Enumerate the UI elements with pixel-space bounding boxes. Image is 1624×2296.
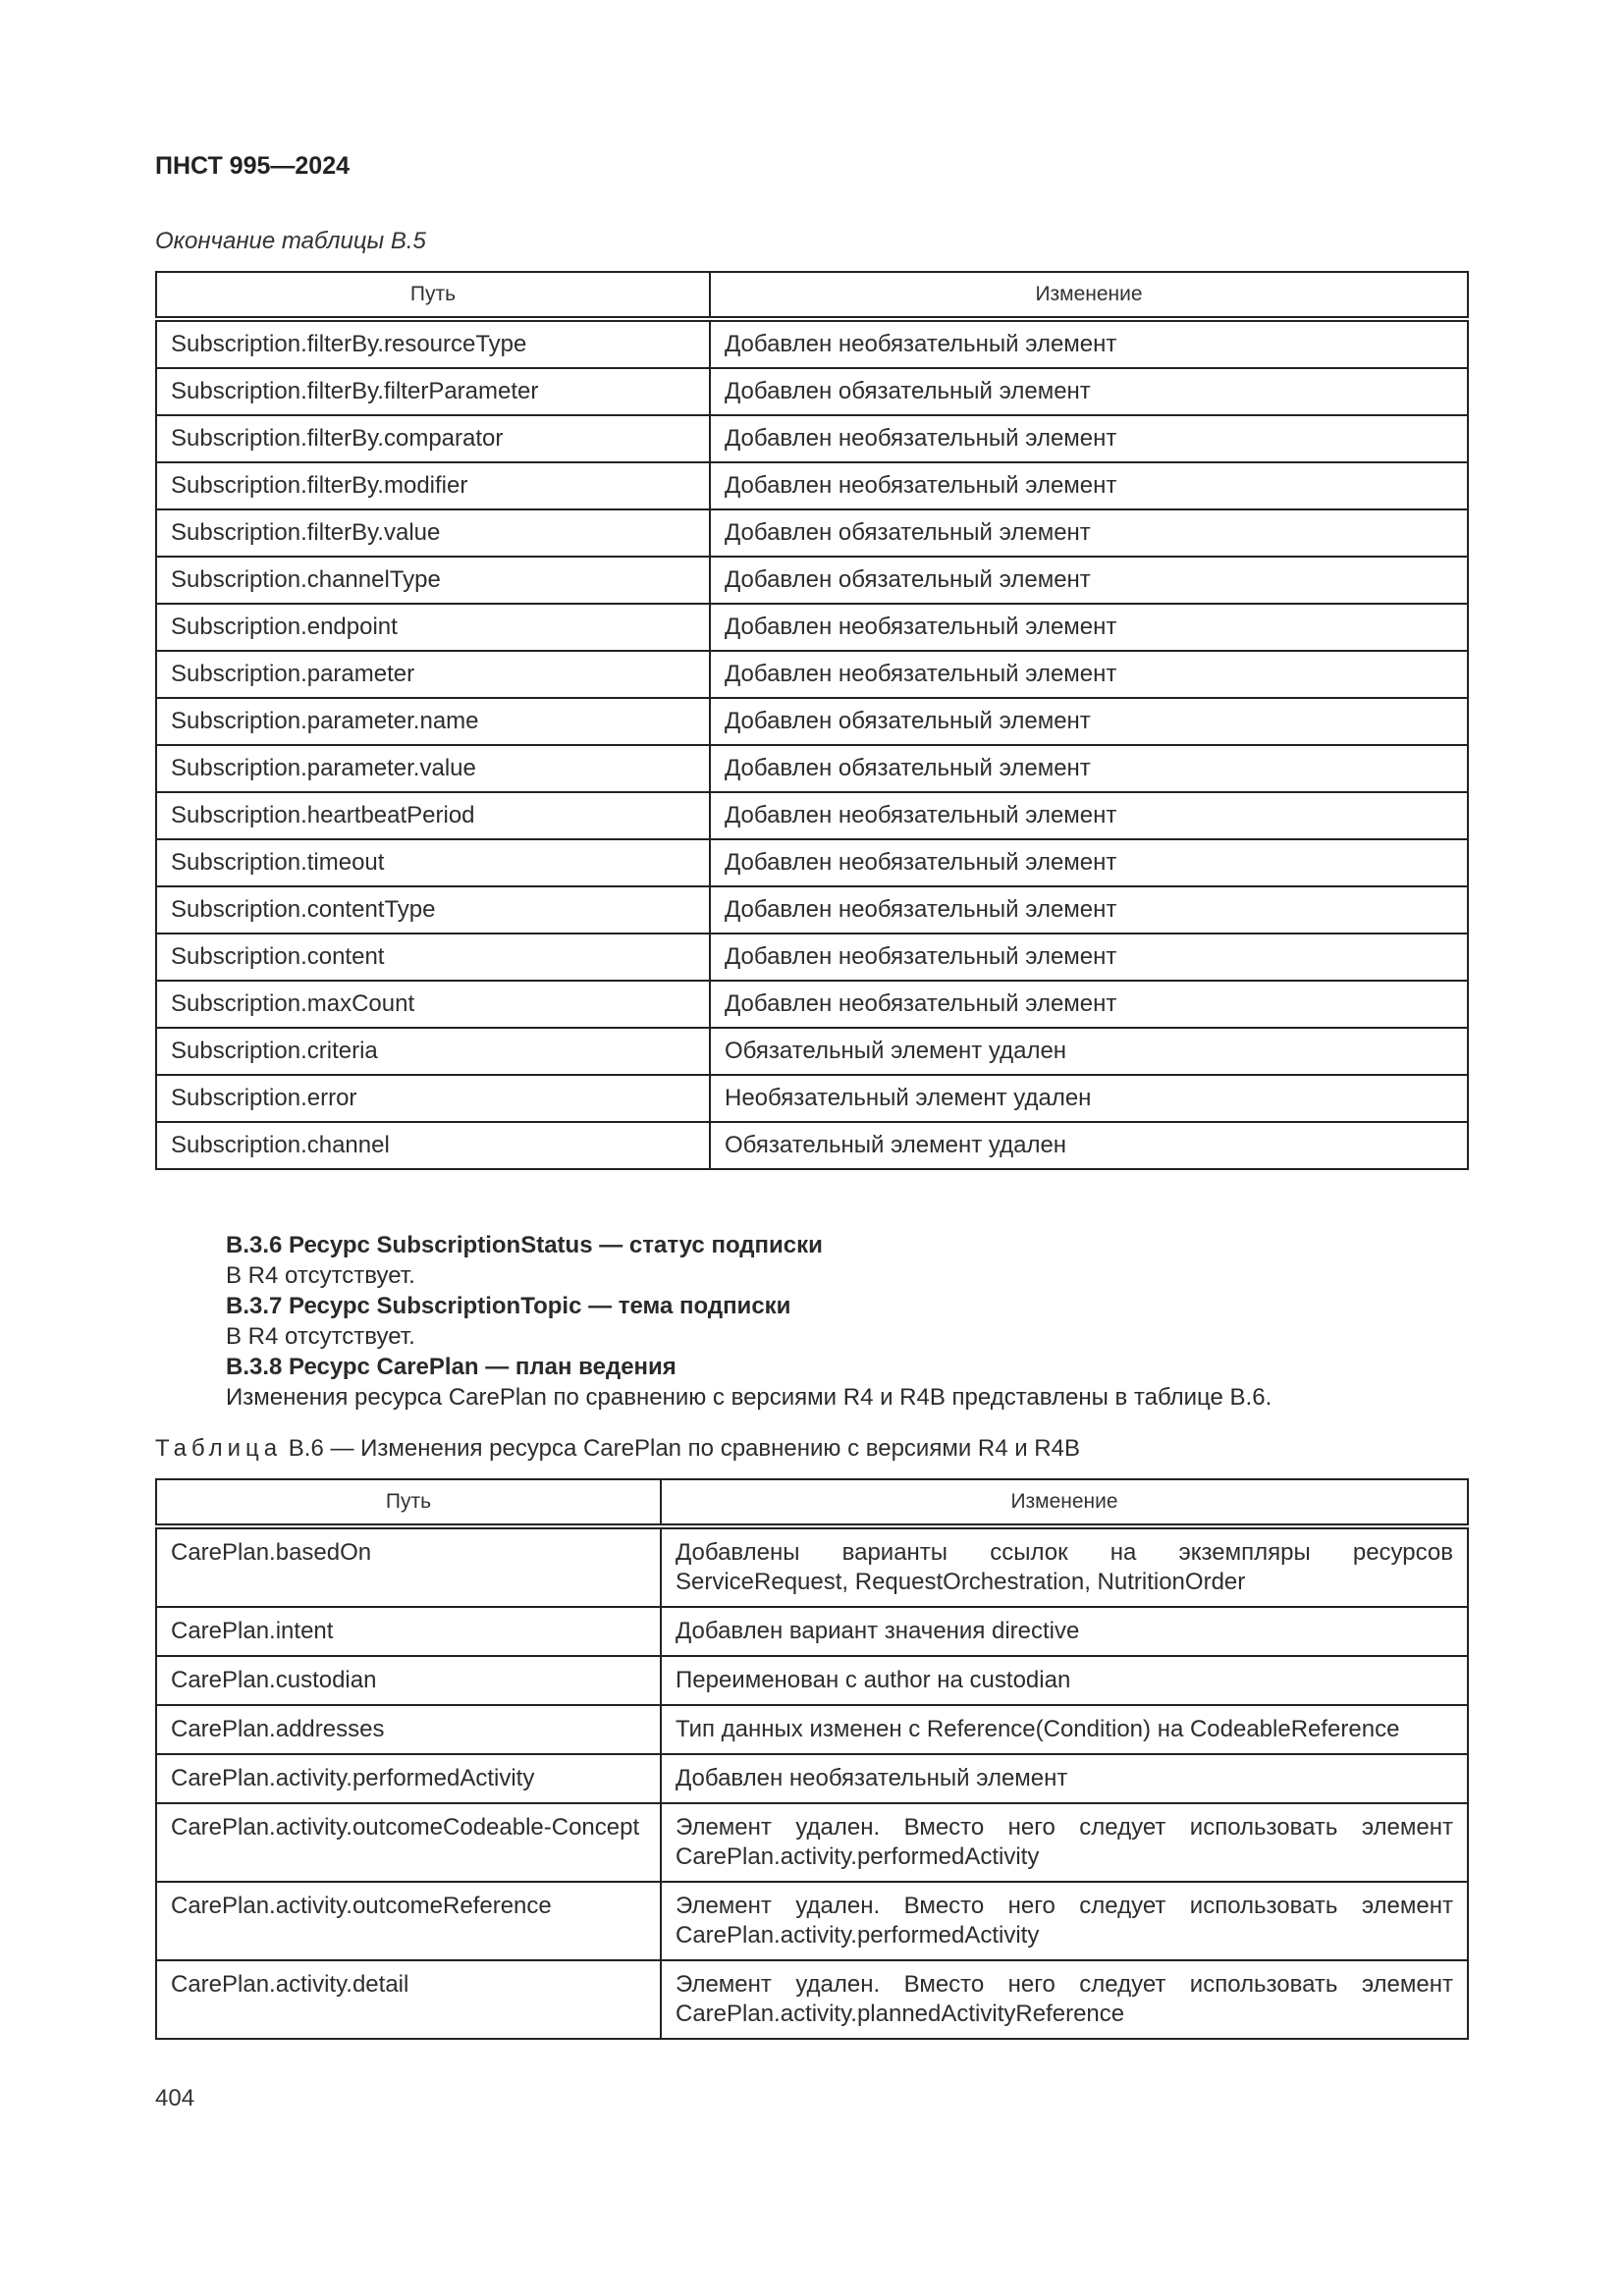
table-header-row [156, 272, 1468, 319]
path-cell: CarePlan.activity.outcomeCodeable-Concept [156, 1803, 661, 1882]
column-header-change: Изменение [710, 272, 1468, 319]
change-cell: Тип данных изменен с Reference(Condition) на CodeableReference [661, 1705, 1468, 1754]
table-row [156, 509, 1468, 557]
path-cell: Subscription.filterBy.modifier [156, 462, 710, 509]
path-cell: Subscription.filterBy.filterParameter [156, 368, 710, 415]
page-number: 404 [155, 2085, 195, 2111]
table-row [156, 368, 1468, 415]
change-cell: Добавлен вариант значения directive [661, 1607, 1468, 1656]
table-row [156, 1526, 1468, 1607]
change-cell: Добавлен обязательный элемент [710, 745, 1468, 792]
path-cell: CarePlan.basedOn [156, 1526, 661, 1607]
table-continuation-caption: Окончание таблицы В.5 [155, 228, 426, 254]
table-row [156, 886, 1468, 934]
table-row [156, 934, 1468, 981]
change-cell: Обязательный элемент удален [710, 1028, 1468, 1075]
change-cell: Добавлен необязательный элемент [710, 651, 1468, 698]
change-cell: Добавлен необязательный элемент [710, 981, 1468, 1028]
section-text: Изменения ресурса CarePlan по сравнению с версиями R4 и R4B представлены в таблице В.6. [226, 1384, 1272, 1411]
table-row [156, 557, 1468, 604]
table-row [156, 839, 1468, 886]
table-row [156, 1075, 1468, 1122]
change-cell: Добавлен необязательный элемент [710, 934, 1468, 981]
document-code: ПНСТ 995—2024 [155, 152, 350, 180]
path-cell: Subscription.filterBy.value [156, 509, 710, 557]
path-cell: CarePlan.activity.outcomeReference [156, 1882, 661, 1960]
change-cell: Элемент удален. Вместо него следует использовать элемент CarePlan.activity.performedActivity [661, 1882, 1468, 1960]
table-header-row [156, 1479, 1468, 1526]
path-cell: Subscription.heartbeatPeriod [156, 792, 710, 839]
path-cell: Subscription.criteria [156, 1028, 710, 1075]
column-header-change: Изменение [661, 1479, 1468, 1526]
change-cell: Элемент удален. Вместо него следует использовать элемент CarePlan.activity.performedActivity [661, 1803, 1468, 1882]
change-cell: Элемент удален. Вместо него следует использовать элемент CarePlan.activity.plannedActivityReference [661, 1960, 1468, 2039]
change-cell: Добавлен необязательный элемент [710, 319, 1468, 368]
table-row [156, 792, 1468, 839]
change-cell: Необязательный элемент удален [710, 1075, 1468, 1122]
change-cell: Добавлен обязательный элемент [710, 698, 1468, 745]
table-row [156, 1754, 1468, 1803]
table-row [156, 1122, 1468, 1169]
table-row [156, 1882, 1468, 1960]
table-row [156, 1028, 1468, 1075]
table-row [156, 415, 1468, 462]
table-row [156, 462, 1468, 509]
section-heading: B.3.6 Ресурс SubscriptionStatus — статус подписки [226, 1232, 823, 1258]
section-b36 [226, 1230, 1272, 1413]
table-row [156, 1803, 1468, 1882]
change-cell: Добавлен обязательный элемент [710, 557, 1468, 604]
change-cell: Добавлен обязательный элемент [710, 509, 1468, 557]
path-cell: Subscription.endpoint [156, 604, 710, 651]
table-row [156, 698, 1468, 745]
change-cell: Добавлен необязательный элемент [710, 462, 1468, 509]
section-heading: B.3.7 Ресурс SubscriptionTopic — тема подписки [226, 1293, 791, 1319]
path-cell: Subscription.channelType [156, 557, 710, 604]
change-cell: Добавлен обязательный элемент [710, 368, 1468, 415]
table-caption-text: В.6 — Изменения ресурса CarePlan по сравнению с версиями R4 и R4B [288, 1435, 1080, 1462]
path-cell: CarePlan.intent [156, 1607, 661, 1656]
table-row [156, 1607, 1468, 1656]
table-row [156, 745, 1468, 792]
table-caption-label: Таблица [155, 1435, 283, 1462]
change-cell: Добавлен необязательный элемент [710, 415, 1468, 462]
change-cell: Добавлен необязательный элемент [710, 604, 1468, 651]
change-cell: Добавлен необязательный элемент [710, 792, 1468, 839]
table-row [156, 1705, 1468, 1754]
path-cell: Subscription.channel [156, 1122, 710, 1169]
path-cell: Subscription.timeout [156, 839, 710, 886]
column-header-path: Путь [156, 1479, 661, 1526]
change-cell: Добавлен необязательный элемент [661, 1754, 1468, 1803]
path-cell: Subscription.content [156, 934, 710, 981]
section-heading: B.3.8 Ресурс CarePlan — план ведения [226, 1354, 677, 1380]
path-cell: CarePlan.activity.detail [156, 1960, 661, 2039]
table-row [156, 319, 1468, 368]
change-cell: Добавлен необязательный элемент [710, 839, 1468, 886]
column-header-path: Путь [156, 272, 710, 319]
section-text: В R4 отсутствует. [226, 1262, 415, 1289]
path-cell: CarePlan.activity.performedActivity [156, 1754, 661, 1803]
path-cell: CarePlan.addresses [156, 1705, 661, 1754]
table-row [156, 1960, 1468, 2039]
change-cell: Переименован с author на custodian [661, 1656, 1468, 1705]
path-cell: Subscription.filterBy.resourceType [156, 319, 710, 368]
change-cell: Добавлены варианты ссылок на экземпляры ресурсов ServiceRequest, RequestOrchestration, NutritionOrder [661, 1526, 1468, 1607]
table-b5 [155, 271, 1469, 1170]
table-b6-caption [155, 1435, 1080, 1463]
change-cell: Обязательный элемент удален [710, 1122, 1468, 1169]
table-row [156, 651, 1468, 698]
section-text: В R4 отсутствует. [226, 1323, 415, 1350]
path-cell: Subscription.parameter.value [156, 745, 710, 792]
table-row [156, 604, 1468, 651]
path-cell: CarePlan.custodian [156, 1656, 661, 1705]
path-cell: Subscription.parameter.name [156, 698, 710, 745]
table-row [156, 1656, 1468, 1705]
path-cell: Subscription.filterBy.comparator [156, 415, 710, 462]
path-cell: Subscription.error [156, 1075, 710, 1122]
table-b6 [155, 1478, 1469, 2040]
path-cell: Subscription.maxCount [156, 981, 710, 1028]
change-cell: Добавлен необязательный элемент [710, 886, 1468, 934]
table-row [156, 981, 1468, 1028]
path-cell: Subscription.contentType [156, 886, 710, 934]
path-cell: Subscription.parameter [156, 651, 710, 698]
